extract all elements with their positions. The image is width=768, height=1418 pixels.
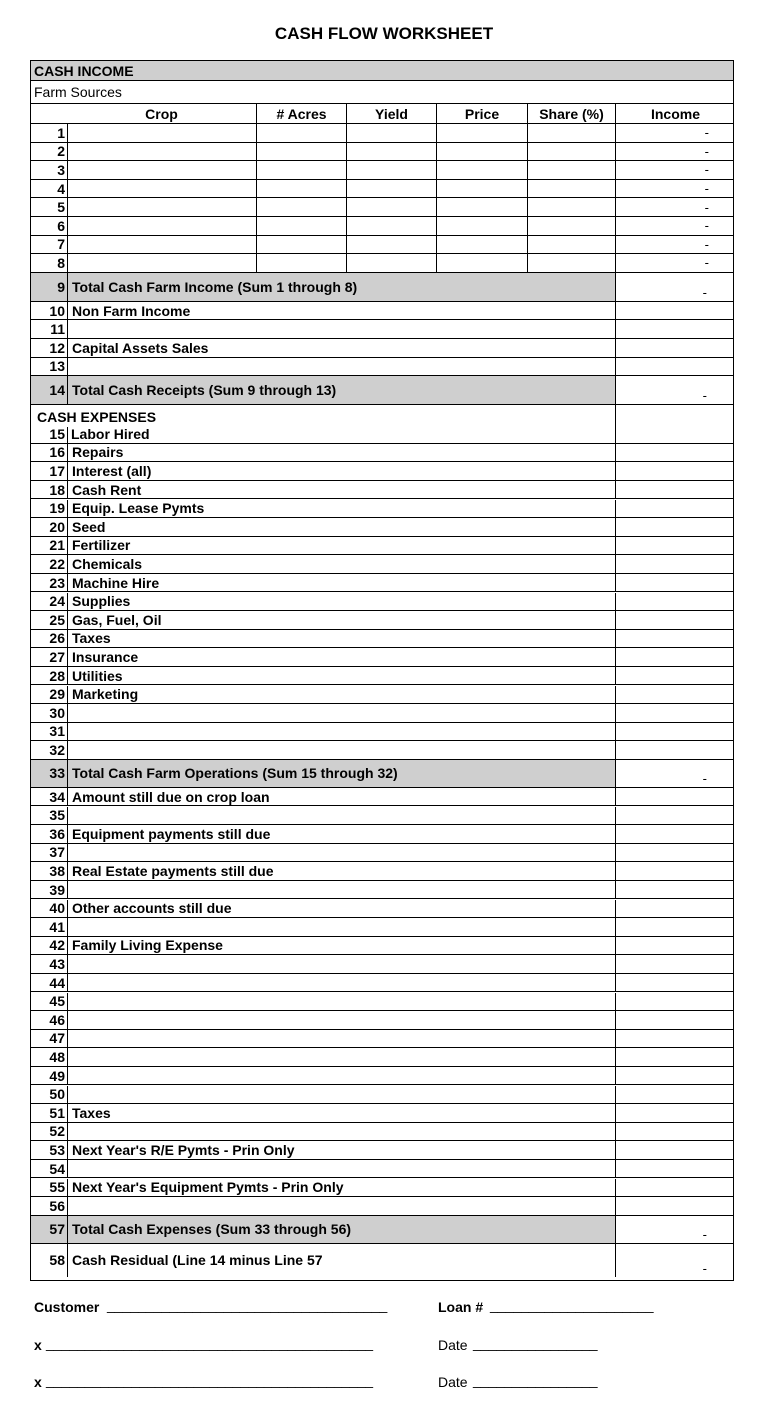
amount-cell[interactable]	[615, 1160, 733, 1178]
column-header-price: Price	[436, 104, 527, 123]
crop-input-cell[interactable]	[346, 161, 436, 179]
crop-input-cell[interactable]	[256, 254, 346, 272]
line-number: 3	[57, 161, 65, 178]
line-row	[31, 593, 733, 612]
date-2-label: Date	[438, 1374, 468, 1390]
line-number: 50	[49, 1086, 65, 1103]
line-row	[31, 444, 733, 463]
line-number: 55	[49, 1179, 65, 1196]
signature-1-marker: x	[34, 1337, 42, 1353]
line-label	[67, 723, 615, 741]
line-number: 20	[49, 518, 65, 535]
total-row	[31, 273, 733, 302]
line-label: Equipment payments still due	[67, 825, 615, 843]
line-number: 25	[49, 611, 65, 628]
amount-cell[interactable]	[615, 955, 733, 973]
amount-cell[interactable]	[615, 881, 733, 899]
amount-cell[interactable]	[615, 667, 733, 685]
total-label: Total Cash Farm Operations (Sum 15 through 32)	[67, 760, 615, 787]
crop-row	[31, 161, 733, 180]
line-label: Taxes	[67, 1104, 615, 1122]
amount-cell[interactable]	[615, 741, 733, 759]
column-header-income: Income	[615, 104, 735, 123]
line-label	[67, 974, 615, 992]
cash-income-header: CASH INCOME	[34, 62, 134, 79]
farm-sources-label: Farm Sources	[34, 84, 122, 100]
crop-input-cell[interactable]	[256, 217, 346, 235]
amount-cell[interactable]	[615, 974, 733, 992]
crop-input-cell[interactable]	[67, 198, 256, 216]
amount-cell[interactable]	[615, 1179, 733, 1197]
signature-2-field[interactable]: __________________________________________	[46, 1372, 374, 1388]
customer-label: Customer	[34, 1299, 100, 1315]
amount-cell[interactable]	[615, 405, 733, 443]
income-cell[interactable]: -	[615, 217, 735, 235]
loan-number-field[interactable]: _____________________	[490, 1297, 654, 1313]
crop-input-cell[interactable]	[436, 161, 527, 179]
cash-income-header-row	[31, 61, 733, 81]
crop-input-cell[interactable]	[436, 254, 527, 272]
amount-cell[interactable]	[615, 918, 733, 936]
line-row	[31, 1141, 733, 1160]
crop-row	[31, 143, 733, 162]
total-label: Total Cash Expenses (Sum 33 through 56)	[67, 1216, 615, 1243]
crop-input-cell[interactable]	[436, 217, 527, 235]
amount-cell[interactable]	[615, 555, 733, 573]
total-row	[31, 1216, 733, 1244]
total-value[interactable]: -	[615, 1216, 733, 1243]
line-number: 40	[49, 900, 65, 917]
line-number: 42	[49, 937, 65, 954]
line-row	[31, 320, 733, 339]
line-row	[31, 481, 733, 500]
income-cell[interactable]: -	[615, 236, 735, 254]
crop-input-cell[interactable]	[527, 124, 615, 142]
line-number: 15	[49, 425, 65, 442]
line-number: 43	[49, 956, 65, 973]
crop-input-cell[interactable]	[346, 180, 436, 198]
line-label: Repairs	[67, 444, 615, 462]
amount-cell[interactable]	[615, 630, 733, 648]
line-label: Other accounts still due	[67, 900, 615, 918]
customer-field[interactable]: ____________________________________	[107, 1297, 388, 1313]
line-number: 6	[57, 217, 65, 234]
line-number: 19	[49, 500, 65, 517]
line-number: 8	[57, 254, 65, 271]
line-number: 12	[49, 339, 65, 356]
line-number: 13	[49, 358, 65, 375]
line-label: Marketing	[67, 686, 615, 704]
amount-cell[interactable]	[615, 862, 733, 880]
crop-input-cell[interactable]	[67, 236, 256, 254]
line-row	[31, 630, 733, 649]
line-number: 39	[49, 881, 65, 898]
line-number: 51	[49, 1104, 65, 1121]
amount-cell[interactable]	[615, 723, 733, 741]
line-row	[31, 574, 733, 593]
column-header-crop: Crop	[145, 105, 178, 122]
line-label	[67, 993, 615, 1011]
amount-cell[interactable]	[615, 788, 733, 806]
line-row	[31, 302, 733, 321]
line-row	[31, 741, 733, 760]
amount-cell[interactable]	[615, 320, 733, 338]
date-1-field[interactable]: ________________	[473, 1335, 598, 1351]
line-row	[31, 881, 733, 900]
amount-cell[interactable]	[615, 444, 733, 462]
crop-row	[31, 236, 733, 255]
line-number: 52	[49, 1123, 65, 1140]
line-row	[31, 686, 733, 705]
line-label	[67, 881, 615, 899]
amount-cell[interactable]	[615, 844, 733, 862]
amount-cell[interactable]	[615, 993, 733, 1011]
amount-cell[interactable]	[615, 518, 733, 536]
amount-cell[interactable]	[615, 574, 733, 592]
line-row	[31, 723, 733, 742]
income-cell[interactable]: -	[615, 161, 735, 179]
line-label: Chemicals	[67, 555, 615, 573]
line-number: 33	[49, 765, 65, 782]
crop-input-cell[interactable]	[527, 161, 615, 179]
line-row	[31, 518, 733, 537]
line-row	[31, 555, 733, 574]
line-label: Insurance	[67, 648, 615, 666]
line-row	[31, 955, 733, 974]
line-number: 37	[49, 844, 65, 861]
line-number: 26	[49, 630, 65, 647]
line-number: 46	[49, 1011, 65, 1028]
line-label	[67, 741, 615, 759]
line-number: 4	[57, 180, 65, 197]
line-number: 47	[49, 1030, 65, 1047]
crop-input-cell[interactable]	[346, 254, 436, 272]
line-number: 35	[49, 807, 65, 824]
line-number: 1	[57, 124, 65, 141]
amount-cell[interactable]	[615, 462, 733, 480]
line-label: Machine Hire	[67, 574, 615, 592]
cash-expenses-header-row	[31, 405, 733, 444]
crop-input-cell[interactable]	[256, 143, 346, 161]
line-label: Seed	[67, 518, 615, 536]
total-value[interactable]: -	[615, 376, 733, 404]
column-header-share: Share (%)	[527, 104, 615, 123]
line-row	[31, 937, 733, 956]
income-cell[interactable]: -	[615, 254, 735, 272]
line-label	[67, 918, 615, 936]
crop-row	[31, 217, 733, 236]
crop-input-cell[interactable]	[346, 198, 436, 216]
line-row	[31, 1030, 733, 1049]
line-label	[67, 320, 615, 338]
line-number: 31	[49, 723, 65, 740]
line-row	[31, 1067, 733, 1086]
line-label: Interest (all)	[67, 462, 615, 480]
amount-cell[interactable]	[615, 1067, 733, 1085]
line-number: 16	[49, 444, 65, 461]
line-label	[67, 1197, 615, 1215]
crop-input-cell[interactable]	[346, 124, 436, 142]
line-row	[31, 648, 733, 667]
line-number: 11	[50, 321, 65, 338]
income-cell[interactable]: -	[615, 180, 735, 198]
line-row	[31, 500, 733, 519]
line-row	[31, 1123, 733, 1142]
crop-row	[31, 180, 733, 199]
line-number: 30	[49, 704, 65, 721]
amount-cell[interactable]	[615, 339, 733, 357]
line-label: Equip. Lease Pymts	[67, 500, 615, 518]
crop-row	[31, 254, 733, 273]
line-number: 10	[49, 302, 65, 319]
line-number: 24	[49, 593, 65, 610]
crop-input-cell[interactable]	[527, 236, 615, 254]
amount-cell[interactable]	[615, 1197, 733, 1215]
crop-input-cell[interactable]	[67, 124, 256, 142]
cash-expenses-header: CASH EXPENSES	[37, 409, 157, 426]
line-label: Next Year's R/E Pymts - Prin Only	[67, 1141, 615, 1159]
total-value[interactable]: -	[615, 760, 733, 787]
line-label	[67, 1067, 615, 1085]
line-label: Supplies	[67, 593, 615, 611]
amount-cell[interactable]	[615, 537, 733, 555]
amount-cell[interactable]	[615, 302, 733, 320]
line-number: 17	[49, 463, 65, 480]
page-title: CASH FLOW WORKSHEET	[274, 24, 494, 43]
crop-input-cell[interactable]	[256, 161, 346, 179]
crop-row	[31, 124, 733, 143]
crop-input-cell[interactable]	[436, 124, 527, 142]
line-number: 9	[57, 278, 65, 295]
crop-input-cell[interactable]	[67, 217, 256, 235]
line-row	[31, 611, 733, 630]
line-number: 58	[49, 1252, 65, 1269]
total-row	[31, 760, 733, 788]
total-row	[31, 376, 733, 405]
crop-input-cell[interactable]	[527, 254, 615, 272]
line-number: 41	[49, 918, 65, 935]
line-row	[31, 1197, 733, 1216]
line-row	[31, 667, 733, 686]
amount-cell[interactable]	[615, 358, 733, 376]
line-number: 28	[49, 667, 65, 684]
line-number: 21	[49, 537, 65, 554]
line-label	[67, 1160, 615, 1178]
line-row	[31, 788, 733, 807]
line-label: Fertilizer	[67, 537, 615, 555]
crop-input-cell[interactable]	[527, 143, 615, 161]
line-label	[67, 1011, 615, 1029]
crop-input-cell[interactable]	[346, 236, 436, 254]
line-label	[67, 955, 615, 973]
total-label: Total Cash Receipts (Sum 9 through 13)	[67, 376, 615, 404]
amount-cell[interactable]	[615, 648, 733, 666]
amount-cell[interactable]	[615, 1123, 733, 1141]
line-label	[67, 358, 615, 376]
crop-input-cell[interactable]	[256, 124, 346, 142]
line-number: 18	[49, 481, 65, 498]
line-row	[31, 339, 733, 358]
crop-input-cell[interactable]	[436, 180, 527, 198]
line-row	[31, 537, 733, 556]
amount-cell[interactable]: -	[615, 1244, 733, 1277]
line-number: 29	[49, 686, 65, 703]
column-header-acres: # Acres	[256, 104, 346, 123]
amount-cell[interactable]	[615, 807, 733, 825]
income-cell[interactable]: -	[615, 124, 735, 142]
amount-cell[interactable]	[615, 1141, 733, 1159]
amount-cell[interactable]	[615, 900, 733, 918]
crop-input-cell[interactable]	[346, 217, 436, 235]
crop-input-cell[interactable]	[527, 217, 615, 235]
line-row	[31, 825, 733, 844]
line-number: 54	[49, 1160, 65, 1177]
line-row	[31, 1104, 733, 1123]
line-row	[31, 918, 733, 937]
line-label: Non Farm Income	[67, 302, 615, 320]
line-label: Cash Residual (Line 14 minus Line 57	[67, 1244, 615, 1277]
column-divider	[67, 427, 68, 443]
line-label: Amount still due on crop loan	[67, 788, 615, 806]
line-number: 32	[49, 742, 65, 759]
line-number: 34	[49, 788, 65, 805]
amount-cell[interactable]	[615, 704, 733, 722]
line-number: 5	[57, 199, 65, 216]
crop-input-cell[interactable]	[67, 254, 256, 272]
line-number: 23	[49, 574, 65, 591]
line-row	[31, 993, 733, 1012]
line-row	[31, 1244, 733, 1277]
line-label	[67, 1123, 615, 1141]
line-row	[31, 900, 733, 919]
signature-2-marker: x	[34, 1374, 42, 1390]
line-label	[67, 704, 615, 722]
line-number: 27	[49, 649, 65, 666]
crop-input-cell[interactable]	[346, 143, 436, 161]
total-value[interactable]: -	[615, 273, 733, 301]
line-number: 53	[49, 1142, 65, 1159]
date-2-field[interactable]: ________________	[473, 1372, 598, 1388]
amount-cell[interactable]	[615, 1104, 733, 1122]
crop-input-cell[interactable]	[436, 143, 527, 161]
cash-flow-table	[30, 60, 734, 1281]
crop-input-cell[interactable]	[256, 198, 346, 216]
column-header-yield: Yield	[346, 104, 436, 123]
line-number: 56	[49, 1197, 65, 1214]
crop-input-cell[interactable]	[67, 180, 256, 198]
line-row	[31, 462, 733, 481]
line-label: Capital Assets Sales	[67, 339, 615, 357]
line-row	[31, 704, 733, 723]
amount-cell[interactable]	[615, 611, 733, 629]
crop-input-cell[interactable]	[436, 236, 527, 254]
amount-cell[interactable]	[615, 1086, 733, 1104]
amount-cell[interactable]	[615, 1011, 733, 1029]
amount-cell[interactable]	[615, 686, 733, 704]
crop-row	[31, 198, 733, 217]
line-number: 49	[49, 1067, 65, 1084]
amount-cell[interactable]	[615, 1048, 733, 1066]
amount-cell[interactable]	[615, 937, 733, 955]
line-number: 48	[49, 1049, 65, 1066]
line-row	[31, 807, 733, 826]
crop-input-cell[interactable]	[67, 161, 256, 179]
line-number: 45	[49, 993, 65, 1010]
crop-input-cell[interactable]	[527, 198, 615, 216]
line-number: 44	[49, 974, 65, 991]
line-number: 22	[49, 556, 65, 573]
line-label	[67, 1086, 615, 1104]
crop-input-cell[interactable]	[527, 180, 615, 198]
crop-header-row	[31, 104, 733, 124]
amount-cell[interactable]	[615, 825, 733, 843]
income-cell[interactable]: -	[615, 198, 735, 216]
line-label	[67, 1030, 615, 1048]
line-row	[31, 1179, 733, 1198]
line-label	[67, 807, 615, 825]
total-label: Total Cash Farm Income (Sum 1 through 8)	[67, 273, 615, 301]
income-cell[interactable]: -	[615, 143, 735, 161]
line-row	[31, 1160, 733, 1179]
line-label: Gas, Fuel, Oil	[67, 611, 615, 629]
crop-input-cell[interactable]	[256, 236, 346, 254]
line-number: 57	[49, 1221, 65, 1238]
line-row	[31, 844, 733, 863]
line-number: 14	[49, 382, 65, 399]
signature-1-field[interactable]: __________________________________________	[46, 1335, 374, 1351]
line-label: Real Estate payments still due	[67, 862, 615, 880]
line-label: Labor Hired	[71, 425, 150, 442]
line-label	[67, 1048, 615, 1066]
crop-input-cell[interactable]	[436, 198, 527, 216]
crop-input-cell[interactable]	[256, 180, 346, 198]
line-number: 38	[49, 863, 65, 880]
line-row	[31, 862, 733, 881]
amount-cell[interactable]	[615, 593, 733, 611]
farm-sources-row	[31, 81, 733, 104]
amount-cell[interactable]	[615, 481, 733, 499]
line-label: Utilities	[67, 667, 615, 685]
line-number: 7	[57, 236, 65, 253]
line-label	[67, 844, 615, 862]
line-row	[31, 1086, 733, 1105]
line-label: Next Year's Equipment Pymts - Prin Only	[67, 1179, 615, 1197]
date-1-label: Date	[438, 1337, 468, 1353]
loan-number-label: Loan #	[438, 1299, 484, 1315]
line-row	[31, 1011, 733, 1030]
line-label: Cash Rent	[67, 481, 615, 499]
line-label: Family Living Expense	[67, 937, 615, 955]
line-row	[31, 974, 733, 993]
line-number: 2	[57, 143, 65, 160]
amount-cell[interactable]	[615, 1030, 733, 1048]
amount-cell[interactable]	[615, 500, 733, 518]
line-number: 36	[49, 825, 65, 842]
line-row	[31, 358, 733, 377]
line-row	[31, 1048, 733, 1067]
line-label: Taxes	[67, 630, 615, 648]
crop-input-cell[interactable]	[67, 143, 256, 161]
